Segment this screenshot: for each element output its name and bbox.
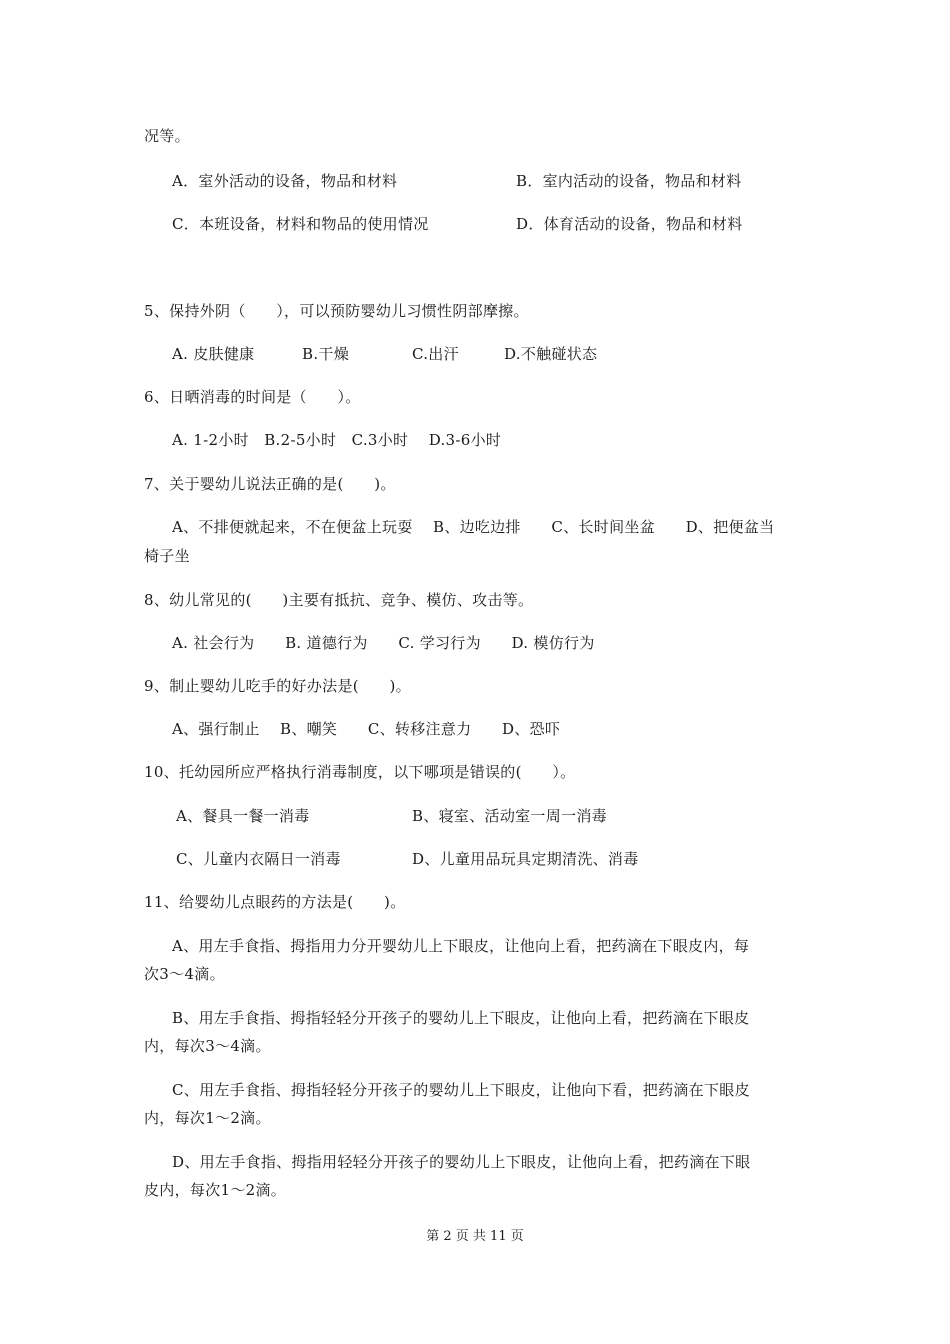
page-footer: 第 2 页 共 11 页 [426,1229,524,1244]
prev-option-d: D．体育活动的设备，物品和材料 [516,215,743,233]
q5-option-a: A. 皮肤健康 [172,345,255,363]
q5-option-d: D.不触碰状态 [504,345,598,363]
q11-option-b-line-1: B、用左手食指、拇指轻轻分开孩子的婴幼儿上下眼皮，让他向上看，把药滴在下眼皮 [172,1009,750,1027]
q6-options: A. 1-2小时 B.2-5小时 C.3小时 D.3-6小时 [172,431,502,449]
question-7: 7、关于婴幼儿说法正确的是( )。 [144,475,396,493]
question-10: 10、托幼园所应严格执行消毒制度，以下哪项是错误的( ）。 [144,763,576,781]
prev-option-c: C．本班设备，材料和物品的使用情况 [172,215,429,233]
question-11: 11、给婴幼儿点眼药的方法是( )。 [144,893,406,911]
q11-option-a-line-1: A、用左手食指、拇指用力分开婴幼儿上下眼皮，让他向上看，把药滴在下眼皮内，每 [172,937,750,955]
q10-option-c: C、儿童内衣隔日一消毒 [176,850,341,868]
question-9: 9、制止婴幼儿吃手的好办法是( )。 [144,677,411,695]
question-8: 8、幼儿常见的( )主要有抵抗、竞争、模仿、攻击等。 [144,591,534,609]
prev-option-b: B．室内活动的设备，物品和材料 [516,172,742,190]
q8-options: A. 社会行为 B. 道德行为 C. 学习行为 D. 模仿行为 [172,634,595,652]
q5-option-c: C.出汗 [412,345,459,363]
question-5: 5、保持外阴（ ），可以预防婴幼儿习惯性阴部摩擦。 [144,302,529,320]
prev-option-a: A．室外活动的设备，物品和材料 [172,172,398,190]
q11-option-b-line-2: 内，每次3～4滴。 [144,1037,271,1055]
q10-option-a: A、餐具一餐一消毒 [176,807,310,825]
q7-options-line-1: A、不排便就起来，不在便盆上玩耍 B、边吃边排 C、长时间坐盆 D、把便盆当 [172,518,775,536]
q5-option-b: B.干燥 [302,345,349,363]
prev-question-tail: 况等。 [144,127,190,145]
q11-option-a-line-2: 次3～4滴。 [144,965,225,983]
q11-option-c-line-1: C、用左手食指、拇指轻轻分开孩子的婴幼儿上下眼皮，让他向下看，把药滴在下眼皮 [172,1081,750,1099]
q7-options-line-2: 椅子坐 [144,547,190,565]
q11-option-d-line-1: D、用左手食指、拇指用轻轻分开孩子的婴幼儿上下眼皮，让他向上看，把药滴在下眼 [172,1153,751,1171]
q10-option-d: D、儿童用品玩具定期清洗、消毒 [412,850,639,868]
q9-options: A、强行制止 B、嘲笑 C、转移注意力 D、恐吓 [172,720,561,738]
q11-option-d-line-2: 皮内，每次1～2滴。 [144,1181,287,1199]
q11-option-c-line-2: 内，每次1～2滴。 [144,1109,271,1127]
q10-option-b: B、寝室、活动室一周一消毒 [412,807,607,825]
question-6: 6、日晒消毒的时间是（ ）。 [144,388,361,406]
